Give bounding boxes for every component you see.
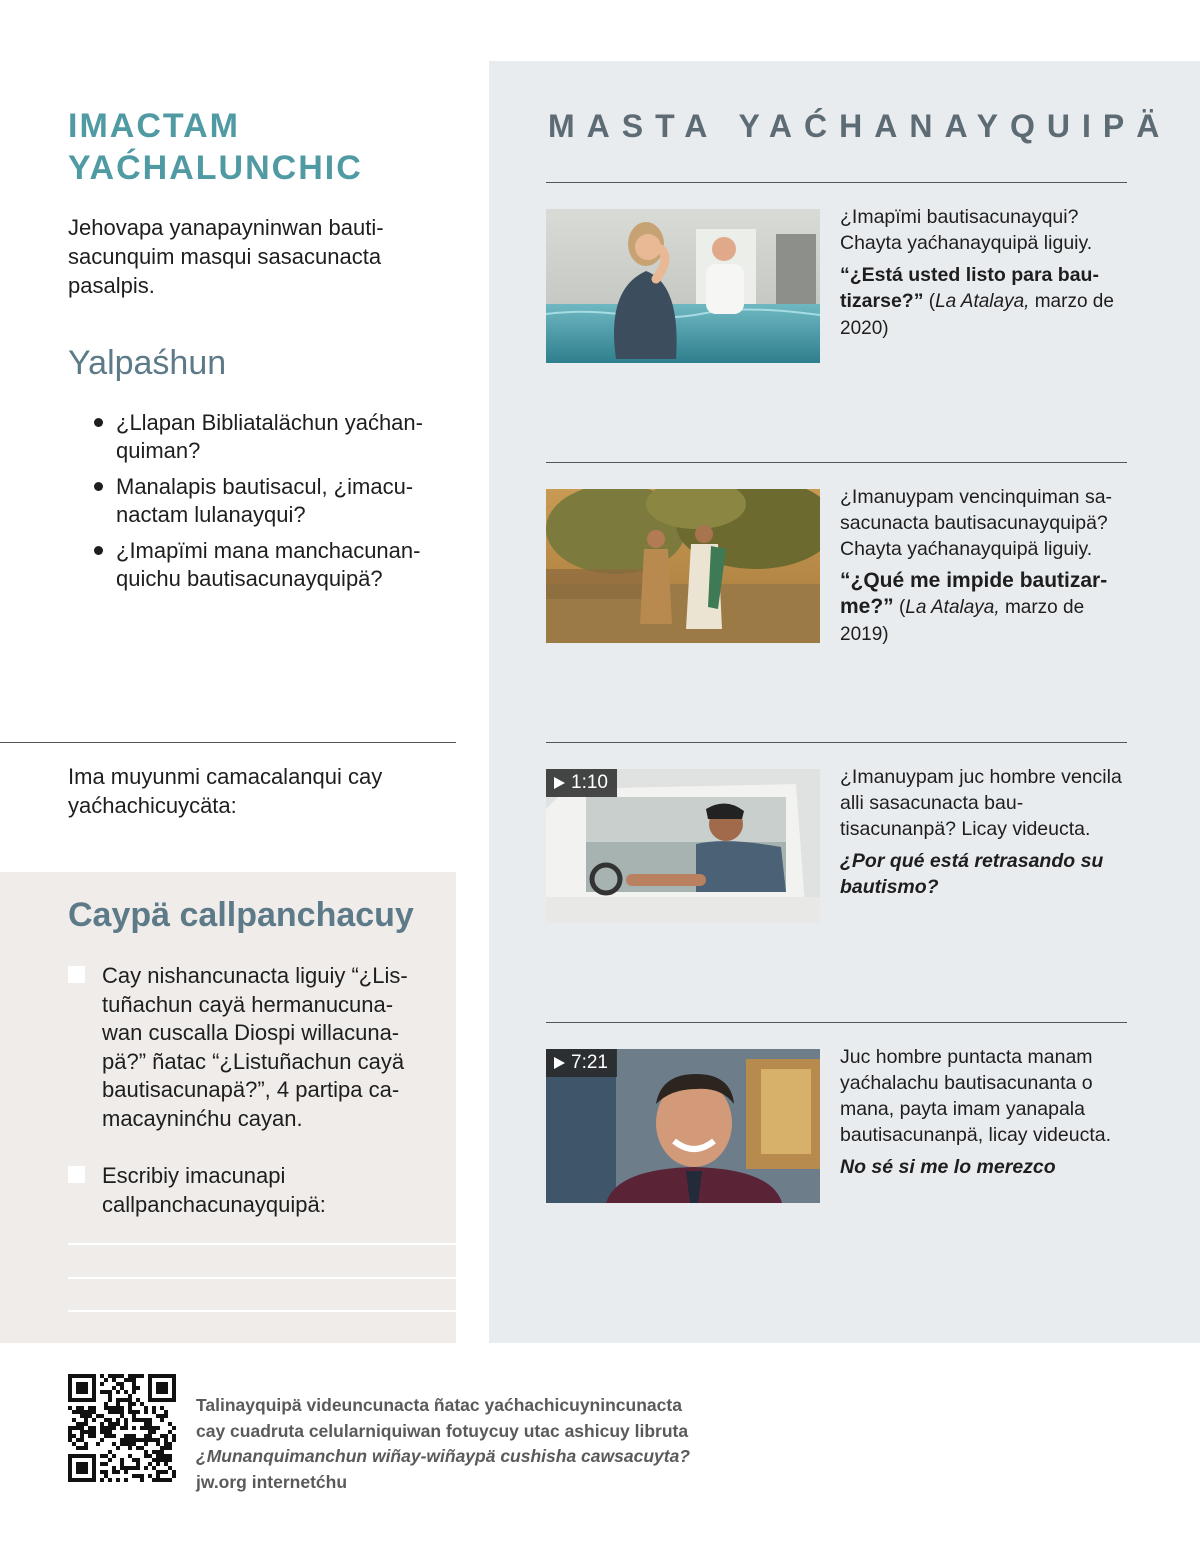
question-text: ¿Imapïmi mana manchacunan-quichu bautisacunayquipä? [116, 538, 421, 591]
video-title-link[interactable]: No sé si me lo merezco [840, 1156, 1056, 1178]
video-duration-badge [546, 1049, 617, 1077]
left-column [68, 105, 448, 601]
play-icon [554, 1057, 565, 1069]
divider [546, 462, 1127, 463]
write-line[interactable] [68, 1243, 456, 1245]
book-title: ¿Munanquimanchun wiñay-wiñaypä cushisha cawsacuyta? [196, 1446, 690, 1466]
article-title: “¿Está usted listo para bau-tizarse?” [840, 264, 1099, 312]
resource-intro: ¿Imanuypam vencinquiman sa-sacunacta bautisacunayquipä? Chayta yaćhanayquipä liguiy. [840, 486, 1113, 560]
publication-name: La Atalaya, [935, 291, 1030, 312]
article-resource[interactable] [546, 206, 1127, 369]
resource-text [840, 484, 1130, 648]
video-thumbnail-car[interactable] [546, 769, 820, 923]
checkbox[interactable] [68, 1166, 85, 1183]
left-divider [0, 742, 456, 743]
remember-prompt: Ima muyunmi camacalanqui cay yaćhachicuycäta: [68, 764, 383, 818]
video-resource[interactable] [546, 1046, 1127, 1209]
bullet-icon [94, 546, 103, 555]
questions-list [94, 409, 448, 593]
bullet-icon [94, 418, 103, 427]
footer-note [196, 1393, 716, 1495]
video-duration-badge [546, 769, 617, 797]
page-title [68, 105, 448, 189]
source-paren: ( [893, 597, 906, 618]
list-item [94, 473, 448, 529]
website-text: jw.org internetćhu [196, 1471, 348, 1492]
goal-text: Escribiy imacunapi callpanchacunayquipä: [102, 1163, 326, 1217]
duration-text: 1:10 [571, 772, 608, 793]
article-title-link[interactable] [840, 568, 1130, 648]
baptism-pool-image [546, 209, 820, 363]
intro-paragraph: Jehovapa yanapayninwan bauti-sacunquim masqui sasacunacta pasalpis. [68, 215, 384, 298]
qr-code-icon[interactable] [68, 1374, 176, 1482]
panel-title: MASTA YAĆHANAYQUIPÄ [548, 108, 1172, 144]
resource-intro: Juc hombre puntacta manam yaćhalachu bautisacunanta o mana, payta imam yanapala bautisacunanpä, licay videucta. [840, 1046, 1112, 1146]
video-title-link[interactable]: ¿Por qué está retrasando su bautismo? [840, 850, 1104, 898]
publication-date: marzo de 2019) [840, 597, 1085, 645]
bullet-icon [94, 482, 103, 491]
list-item [94, 409, 448, 465]
source-paren: ( [923, 291, 936, 312]
resource-intro: ¿Imapïmi bautisacunayqui? Chayta yaćhanayquipä liguiy. [840, 206, 1093, 254]
resource-text [840, 764, 1130, 900]
page-title-line1: IMACTAM [68, 107, 240, 145]
article-resource[interactable] [546, 486, 1127, 649]
write-line[interactable] [68, 1310, 456, 1312]
article-title-link[interactable] [840, 262, 1130, 342]
write-line[interactable] [68, 1277, 456, 1279]
resource-intro: ¿Imanuypam juc hombre vencila alli sasacunacta bau-tisacunanpä? Licay videucta. [840, 766, 1122, 840]
checkbox[interactable] [68, 966, 85, 983]
goal-text: Cay nishancunacta liguiy “¿Lis-tuñachun cayä hermanucuna-wan cuscalla Diospi willacuna-pä?” ñatac “¿Listuñachun cayä bautisacunapä?”, 4 partipa ca-macayninćhu cayan. [102, 963, 408, 1131]
article-title: “¿Qué me impide bautizar-me?” [840, 569, 1108, 618]
questions-heading: Yalpaśhun [68, 344, 227, 382]
question-text: Manalapis bautisacul, ¿imacu-nactam lulanayqui? [116, 474, 414, 527]
list-item [94, 537, 448, 593]
resource-text [840, 204, 1130, 342]
video-resource[interactable] [546, 766, 1127, 929]
resource-text [840, 1044, 1130, 1180]
publication-date: marzo de 2020) [840, 291, 1114, 339]
divider [546, 742, 1127, 743]
goal-item [68, 962, 428, 1133]
footer-line: Talinayquipä videuncunacta ñatac yaćhachicuynincunacta [196, 1395, 682, 1415]
goals-heading: Caypä callpanchacuy [68, 896, 414, 934]
goal-item [68, 1162, 428, 1219]
page-title-line2: YAĆHALUNCHIC [68, 149, 363, 187]
publication-name: La Atalaya, [905, 597, 1000, 618]
footer-line: cay cuadruta celularniquiwan fotuycuy utac ashicuy libruta [196, 1420, 689, 1441]
duration-text: 7:21 [571, 1052, 608, 1073]
divider [546, 1022, 1127, 1023]
video-thumbnail-man[interactable] [546, 1049, 820, 1203]
question-text: ¿Llapan Bibliatalächun yaćhan-quiman? [116, 410, 423, 463]
biblical-scene-image [546, 489, 820, 643]
divider [546, 182, 1127, 183]
play-icon [554, 777, 565, 789]
